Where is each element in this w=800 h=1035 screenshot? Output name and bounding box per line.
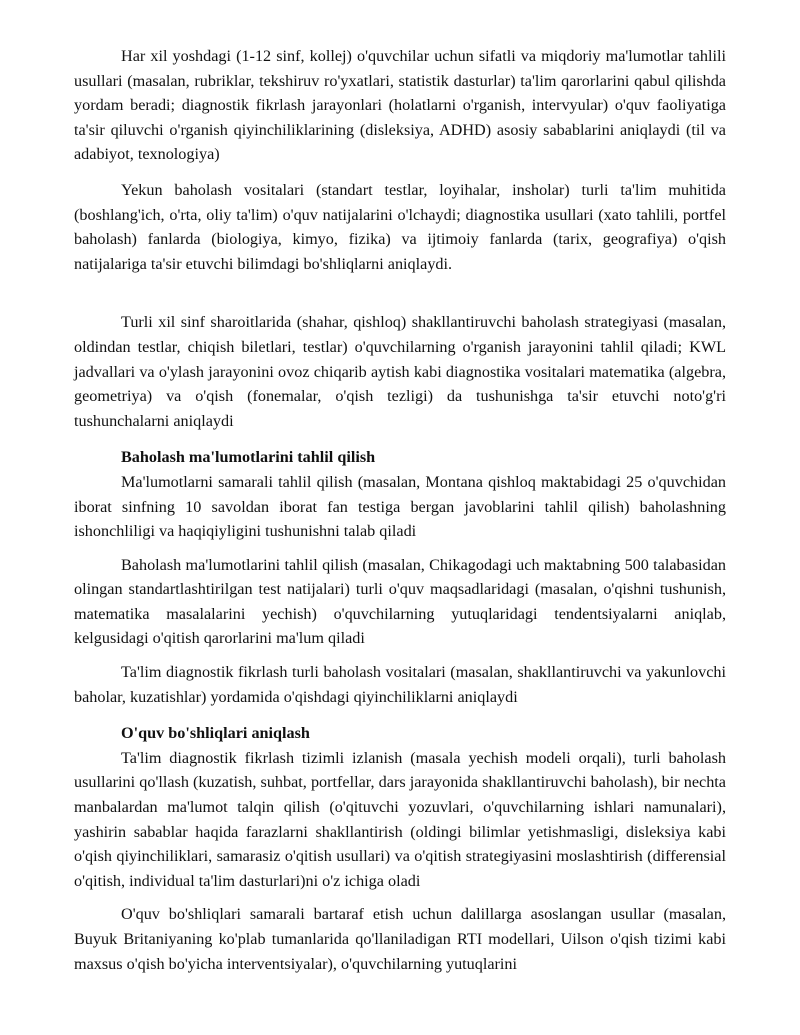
section-heading: Baholash ma'lumotlarini tahlil qilish bbox=[121, 448, 376, 467]
section-heading: O'quv bo'shliqlari aniqlash bbox=[121, 724, 310, 743]
paragraph: O'quv bo'shliqlari samarali bartaraf etish uchun dalillarga asoslangan usullar (masalan, Buyuk Britaniyaning ko'plab tumanlarida qo'llaniladigan RTI modellari, Uilson o'qish tizimi kabi maxsus o'qish bo'yicha interventsiyalar), o'quvchilarning yutuqlarini bbox=[74, 905, 726, 973]
document-page bbox=[74, 44, 726, 976]
paragraph: Ta'lim diagnostik fikrlash turli baholash vositalari (masalan, shakllantiruvchi va yakunlovchi baholar, kuzatishlar) yordamida o'qishdagi qiyinchiliklarni aniqlaydi bbox=[74, 663, 726, 706]
paragraph: Baholash ma'lumotlarini tahlil qilish (masalan, Chikagodagi uch maktabning 500 talabasidan olingan standartlashtirilgan test natijalari) turli o'quv maqsadlaridagi (masalan, o'qishni tushunish, matematika masalalarini yechish) o'quvchilarning yutuqlaridagi tendentsiyalarni aniqlab, kelgusidagi o'qitish qarorlarini ma'lum qiladi bbox=[74, 555, 726, 648]
paragraph: Turli xil sinf sharoitlarida (shahar, qishloq) shakllantiruvchi baholash strategiyasi (masalan, oldindan testlar, chiqish biletlari, testlar) o'quvchilarning o'rganish jarayonini tahlil qiladi; KWL jadvallari va o'ylash jarayonini ovoz chiqarib aytish kabi diagnostika vositalari matematika (algebra, geometriya) va o'qish (fonemalar, o'qish tezligi) da tushunishga ta'sir etuvchi noto'g'ri tushunchalarni aniqlaydi bbox=[74, 313, 726, 430]
paragraph: Har xil yoshdagi (1-12 sinf, kollej) o'quvchilar uchun sifatli va miqdoriy ma'lumotlar tahlili usullari (masalan, rubriklar, tekshiruv ro'yxatlari, statistik dasturlar) ta'lim qarorlarini qabul qilishda yordam beradi; diagnostik fikrlash jarayonlari (holatlarni o'rganish, intervyular) o'quv faoliyatiga ta'sir qiluvchi o'rganish qiyinchiliklarining (disleksiya, ADHD) asosiy sabablarini aniqlaydi (til va adabiyot, texnologiya) bbox=[74, 47, 726, 164]
paragraph: Yekun baholash vositalari (standart testlar, loyihalar, insholar) turli ta'lim muhitida (boshlang'ich, o'rta, oliy ta'lim) o'quv natijalarini o'lchaydi; diagnostika usullari (xato tahlili, portfel baholash) fanlarda (biologiya, kimyo, fizika) va ijtimoiy fanlarda (tarix, geografiya) o'qish natijalariga ta'sir etuvchi bilimdagi bo'shliqlarni aniqlaydi. bbox=[74, 180, 726, 273]
paragraph: Ta'lim diagnostik fikrlash tizimli izlanish (masala yechish modeli orqali), turli baholash usullarini qo'llash (kuzatish, suhbat, portfellar, dars jarayonida shakllantiruvchi baholash), bir nechta manbalardan ma'lumot talqin qilish (o'qituvchi yozuvlari, o'quvchilarning ishlari namunalari), yashirin sabablar haqida farazlarni shakllantirish (oldingi bilimlar yetishmasligi, disleksiya kabi o'qish qiyinchiliklari, samarasiz o'qitish usullari) va o'qitish strategiyasini moslashtirish (differensial o'qitish, individual ta'lim dasturlari)ni o'z ichiga oladi bbox=[74, 748, 726, 890]
paragraph: Ma'lumotlarni samarali tahlil qilish (masalan, Montana qishloq maktabidagi 25 o'quvchidan iborat sinfning 10 savoldan iborat fan testiga bergan javoblarini tahlil qilish) baholashning ishonchliligi va haqiqiyligini tushunishni talab qiladi bbox=[74, 472, 726, 541]
